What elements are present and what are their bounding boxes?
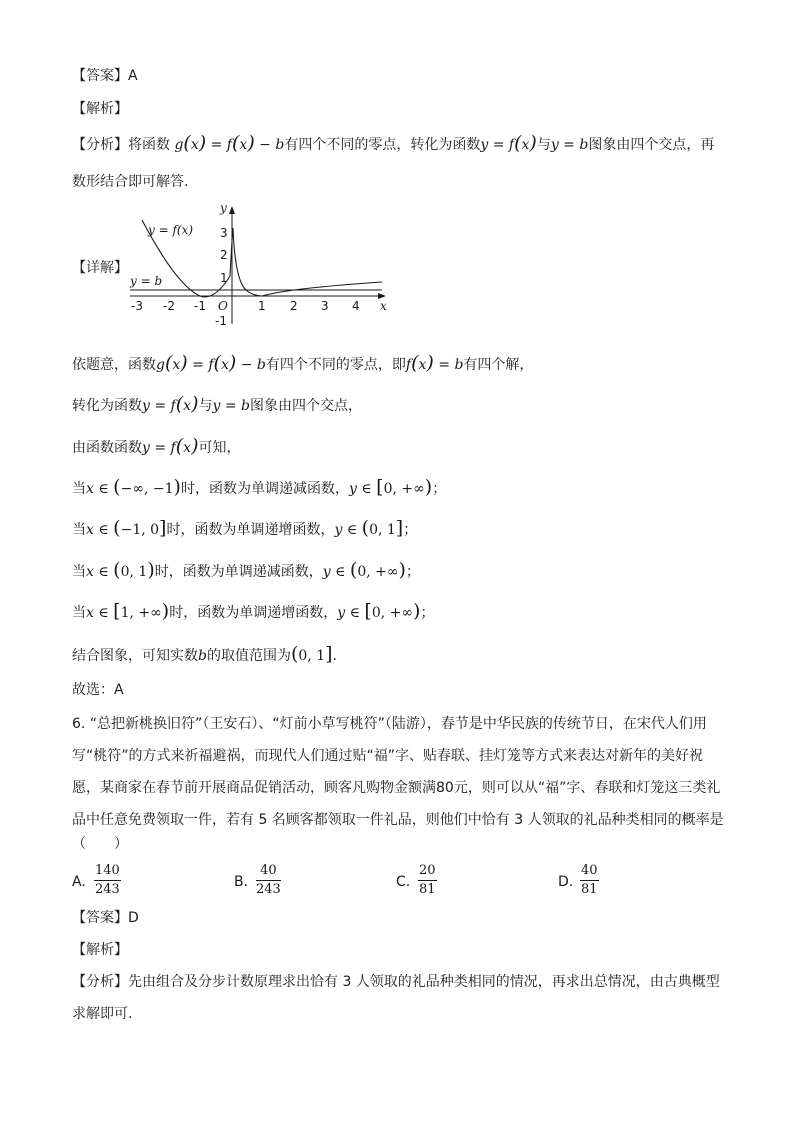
x-axis-label: x [380, 299, 387, 313]
curve-spike [230, 228, 262, 296]
formula-yb: y = b [550, 137, 589, 153]
fenxi-line-2: 数形结合即可解答. [72, 174, 189, 190]
q6-fenxi: 【分析】先由组合及分步计数原理求出恰有 3 人领取的礼品种类相同的情况，再求出总情况，由古典概型求解即可. [72, 974, 720, 1022]
x-tick-label: 1 [258, 299, 266, 313]
y-tick-label: -1 [215, 314, 227, 328]
answer-value: A [128, 68, 138, 84]
solution-line-4: 当x ∈ (−∞, −1)时，函数为单调递减函数，y ∈ [0, +∞)； [72, 476, 447, 498]
q6-analysis-heading: 【解析】 [72, 942, 128, 958]
x-tick-label: 4 [352, 299, 360, 313]
fenxi-label: 【分析】 [72, 137, 128, 153]
solution-line-5: 当x ∈ (−1, 0]时，函数为单调递增函数，y ∈ (0, 1]； [72, 517, 418, 539]
y-tick-label: 3 [220, 226, 228, 240]
y-axis-label: y [220, 201, 227, 215]
line-label: y = b [130, 274, 163, 288]
x-tick-label: -1 [194, 299, 206, 313]
x-tick-label: 2 [290, 299, 298, 313]
formula-yfx: y = f(x) [480, 132, 537, 154]
question-6-paren: （ ） [72, 836, 128, 852]
formula-g: g(x) = f(x) − b [174, 132, 285, 154]
answer-line [72, 66, 138, 86]
option-d-fraction: $\frac{40}{81}$ [581, 863, 598, 897]
solution-line-1: 依题意，函数g(x) = f(x) − b有四个不同的零点，即f(x) = b有四个解， [72, 352, 534, 374]
q6-answer-line: 【答案】D [72, 910, 139, 926]
solution-line-6: 当x ∈ (0, 1)时，函数为单调递减函数，y ∈ (0, +∞)； [72, 559, 420, 581]
solution-line-8: 结合图象，可知实数b的取值范围为(0, 1]. [72, 643, 337, 665]
option-c-fraction: $\frac{20}{81}$ [419, 863, 436, 897]
curve-label: y = f(x) [148, 223, 194, 237]
fenxi-line-1: 【分析】将函数 g(x) = f(x) − b有四个不同的零点，转化为函数y = f(x)与y = b图象由四个交点，再 [72, 132, 715, 154]
detail-label: 【详解】 [72, 260, 128, 276]
origin-label: O [218, 299, 228, 313]
choice-line: 故选：A [72, 682, 124, 698]
option-b-fraction: $\frac{40}{243}$ [256, 863, 281, 897]
y-axis-arrow [229, 206, 235, 214]
q6-answer-value: D [128, 910, 139, 926]
x-tick-label: 3 [321, 299, 329, 313]
y-tick-label: 1 [220, 271, 228, 285]
function-graph [124, 198, 394, 334]
y-tick-label: 2 [220, 248, 228, 262]
x-tick-label: -2 [163, 299, 175, 313]
option-a-fraction: $\frac{140}{243}$ [95, 863, 120, 897]
solution-line-3: 由函数函数y = f(x)可知， [72, 435, 241, 457]
solution-line-2: 转化为函数y = f(x)与y = b图象由四个交点， [72, 393, 362, 415]
curve-right-branch [262, 282, 382, 296]
x-tick-label: -3 [131, 299, 143, 313]
solution-line-7: 当x ∈ [1, +∞)时，函数为单调递增函数，y ∈ [0, +∞)； [72, 600, 435, 622]
answer-label: 【答案】 [72, 68, 128, 84]
analysis-heading: 【解析】 [72, 101, 128, 117]
question-6-text: 6. “总把新桃换旧符”（王安石）、“灯前小草写桃符”（陆游），春节是中华民族的传统节日，在宋代人们用写“桃符”的方式来祈福避祸，而现代人们通过贴“福”字、贴春联、挂灯笼等方式来表达对新年的美好祝愿，某商家在春节前开展商品促销活动，顾客凡购物金额满80元，则可以从“福”字、春联和灯笼这三类礼品中任意免费领取一件，若有 5 名顾客都领取一件礼品，则他们中恰有 3 人领取的礼品种类相同的概率是 [72, 716, 724, 828]
